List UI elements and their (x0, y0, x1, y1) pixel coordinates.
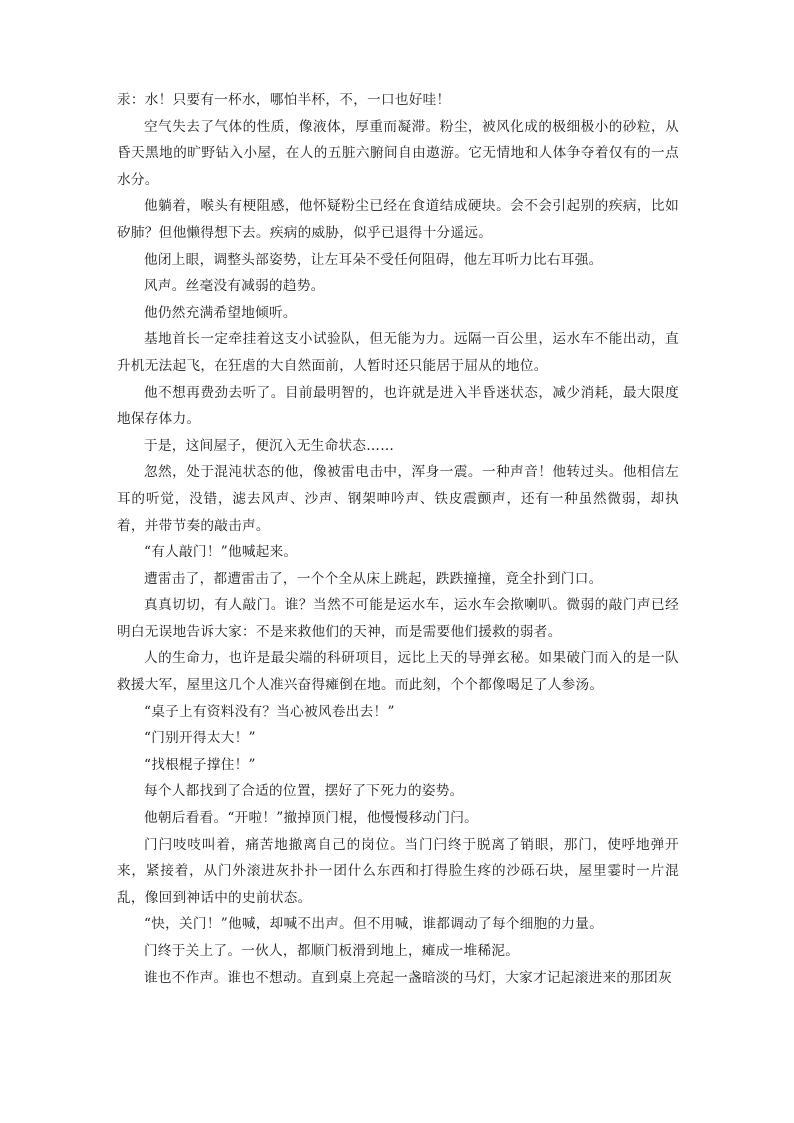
paragraph-6: 他仍然充满希望地倾听。 (144, 304, 297, 321)
paragraph-8: 他不想再费劲去听了。目前最明智的，也许就是进入半昏迷状态，减少消耗，最大限度地保存体力。 (117, 384, 679, 428)
paragraph-23: 谁也不作声。谁也不想动。直到桌上亮起一盏暗淡的马灯，大家才记起滚进来的那团灰 (144, 969, 672, 986)
paragraph-3: 他躺着，喉头有梗阻感，他怀疑粉尘已经在食道结成硬块。会不会引起别的疾病，比如矽肺？但他懒得想下去。疾病的威胁，似乎已退得十分遥远。 (117, 198, 679, 241)
paragraph-14: 人的生命力，也许是最尖端的科研项目，远比上天的导弹玄秘。如果破门而入的是一队救援大军，屋里这几个人准兴奋得瘫倒在地。而此刻，个个都像喝足了人参汤。 (117, 650, 679, 694)
paragraph-5: 风声。丝毫没有减弱的趋势。 (144, 278, 325, 295)
paragraph-16: “门别开得太大！” (144, 730, 256, 747)
paragraph-22: 门终于关上了。一伙人，都顺门板滑到地上，瘫成一堆稀泥。 (144, 943, 520, 959)
paragraph-1: 汞：水！只要有一杯水，哪怕半杯，不，一口也好哇！ (117, 92, 451, 108)
paragraph-4: 他闭上眼，调整头部姿势，让左耳朵不受任何阻碍，他左耳听力比右耳强。 (144, 251, 603, 268)
paragraph-9: 于是，这间屋子，便沉入无生命状态…… (144, 437, 395, 454)
paragraph-21: “快，关门！”他喊，却喊不出声。但不用喊，谁都调动了每个细胞的力量。 (144, 916, 604, 933)
paragraph-2: 空气失去了气体的性质，像液体，厚重而凝滞。粉尘，被风化成的极细极小的砂粒，从昏天黑地的旷野钻入小屋，在人的五脏六腑间自由遨游。它无情地和人体争夺着仅有的一点水分。 (117, 118, 679, 188)
paragraph-17: “找根棍子撑住！” (144, 756, 256, 773)
paragraph-11: “有人敲门！”他喊起来。 (144, 544, 298, 561)
paragraph-12: 遭雷击了，都遭雷击了，一个个全从床上跳起，跌跌撞撞，竟全扑到门口。 (144, 570, 603, 587)
paragraph-13: 真真切切，有人敲门。谁？当然不可能是运水车，运水车会揿喇叭。微弱的敲门声已经明白无误地告诉大家：不是来救他们的天神，而是需要他们援救的弱者。 (117, 597, 679, 640)
paragraph-15: “桌子上有资料没有？当心被风卷出去！” (144, 703, 395, 720)
paragraph-10: 忽然，处于混沌状态的他，像被雷电击中，浑身一震。一种声音！他转过头。他相信左耳的听觉，没错，滤去风声、沙声、钢架呻吟声、铁皮震颤声，还有一种虽然微弱，却执着，并带节奏的敲击声。 (117, 464, 679, 534)
paragraph-19: 他朝后看看。“开啦！”撤掉顶门棍，他慢慢移动门闩。 (144, 810, 479, 827)
document-page (117, 87, 679, 991)
paragraph-20: 门闩吱吱叫着，痛苦地撤离自己的岗位。当门闩终于脱离了销眼，那门，使呼地弹开来，紧接着，从门外滚进灰扑扑一团什么东西和打得脸生疼的沙砾石块，屋里霎时一片混乱，像回到神话中的史前状态。 (117, 836, 679, 906)
paragraph-18: 每个人都找到了合适的位置，摆好了下死力的姿势。 (144, 783, 464, 800)
paragraph-7: 基地首长一定牵挂着这支小试验队，但无能为力。远隔一百公里，运水车不能出动，直升机无法起飞，在狂虐的大自然面前，人暂时还只能居于屈从的地位。 (117, 331, 679, 374)
